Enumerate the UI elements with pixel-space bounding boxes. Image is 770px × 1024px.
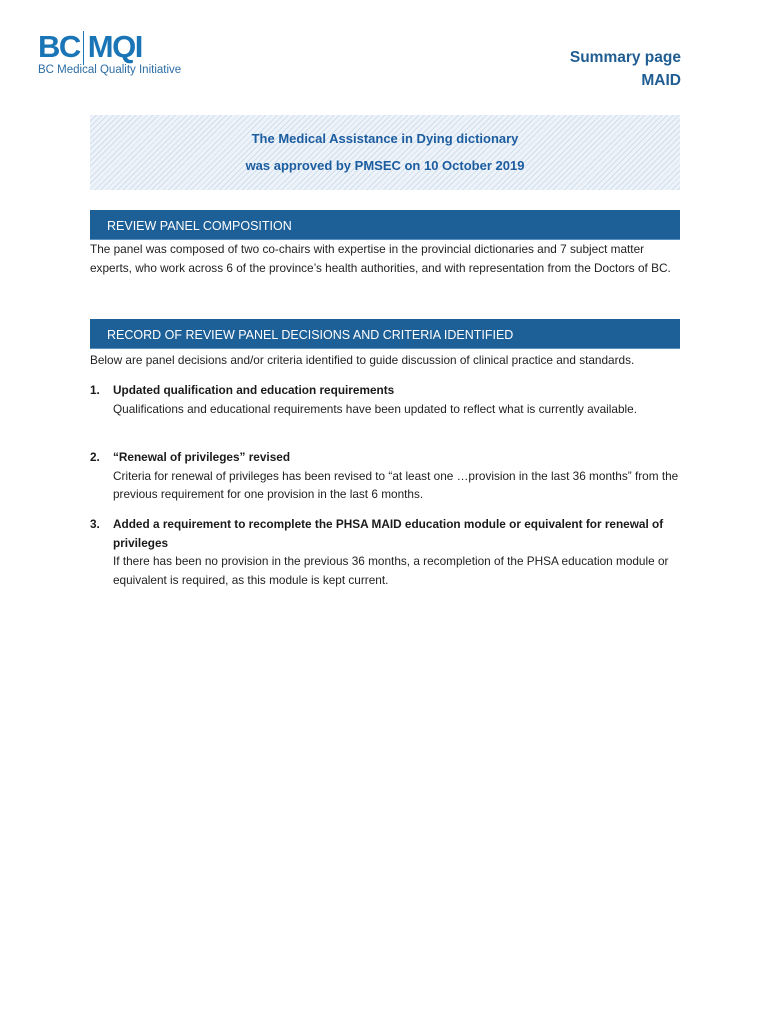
decision-body: Qualifications and educational requirements have been updated to reflect what is currently available.: [113, 401, 637, 416]
decision-body: Criteria for renewal of privileges has been revised to “at least one …provision in the last 36 months” from the previous requirement for one provision in the last 6 months.: [113, 468, 679, 502]
decision-item: [90, 448, 690, 504]
banner-line-2: was approved by PMSEC on 10 October 2019: [245, 158, 525, 173]
page-label-summary: Summary page: [569, 49, 681, 66]
decision-title: “Renewal of privileges” revised: [113, 450, 291, 464]
page-label-topic: MAID: [641, 72, 681, 89]
approval-banner: [90, 115, 680, 190]
decision-number: 2.: [90, 450, 100, 464]
decision-body: If there has been no provision in the previous 36 months, a recompletion of the PHSA education module or equivalent is required, as this module is kept current.: [113, 554, 669, 587]
logo-mark: [38, 31, 218, 63]
decision-title: Updated qualification and education requirements: [113, 383, 395, 397]
section-heading-decisions: RECORD OF REVIEW PANEL DECISIONS AND CRITERIA IDENTIFIED: [90, 319, 680, 349]
page-label: [570, 46, 681, 92]
decisions-intro: Below are panel decisions and/or criteria identified to guide discussion of clinical practice and standards.: [90, 353, 635, 367]
decision-item: [90, 515, 690, 589]
decision-number: 3.: [90, 517, 100, 531]
decision-number: 1.: [90, 383, 100, 397]
composition-text: The panel was composed of two co-chairs with expertise in the provincial dictionaries and 7 subject matter experts, who work across 6 of the province’s health authorities, and with representation from the Doctors of BC.: [90, 242, 671, 275]
decision-title: Added a requirement to recomplete the PHSA MAID education module or equivalent for renewal of privileges: [113, 517, 664, 550]
logo-subtitle: BC Medical Quality Initiative: [38, 64, 182, 76]
banner-line-1: The Medical Assistance in Dying dictionary: [251, 131, 519, 146]
logo-mqi-text: MQI: [87, 29, 142, 64]
decision-item: [90, 381, 690, 418]
section-heading-composition: REVIEW PANEL COMPOSITION: [90, 210, 680, 240]
bcmqi-logo: [38, 31, 218, 81]
logo-divider: [83, 31, 84, 65]
logo-bc-text: BC: [38, 29, 80, 64]
